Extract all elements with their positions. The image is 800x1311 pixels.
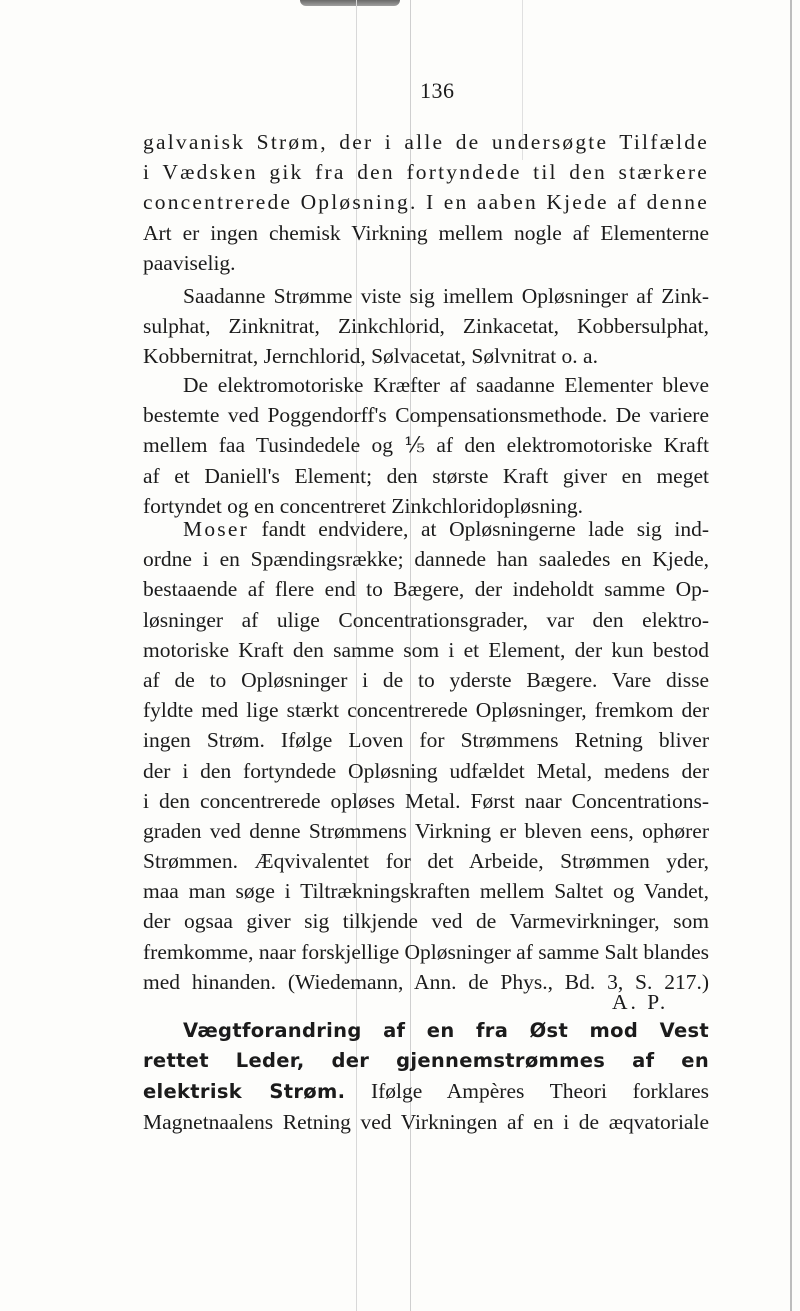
text-line: der ogsaa giver sig tilkjende ved de Varmevirkninger, som [143, 909, 709, 934]
text-line: sulphat, Zinknitrat, Zinkchlorid, Zinkacetat, Kobbersulphat, [143, 314, 709, 339]
author-signature: A. P. [612, 990, 669, 1014]
text-line: fortyndet og en concentreret Zinkchloridopløsning. [143, 493, 584, 518]
binding-mark [300, 0, 400, 6]
text-line: fremkomme, naar forskjellige Opløsninger af samme Salt blandes [143, 939, 710, 964]
text-line: med hinanden. (Wiedemann, Ann. de Phys., Bd. 3, S. 217.) [143, 969, 709, 994]
text-line: bestemte ved Poggendorff's Compensationsmethode. De variere [143, 403, 709, 428]
text-line [143, 1076, 709, 1106]
text-line: fyldte med lige stærkt concentrerede Opløsninger, fremkom der [143, 698, 709, 723]
text-line: i Vædsken gik fra den fortyndede til den stærkere [143, 160, 709, 185]
text-line: bestaaende af flere end to Bægere, der indeholdt samme Op- [143, 577, 709, 602]
text-line [143, 514, 709, 544]
text-line: Strømmen. Æqvivalentet for det Arbeide, Strømmen yder, [143, 849, 709, 874]
text-line: concentrerede Opløsning. I en aaben Kjede af denne [143, 190, 709, 215]
text-line: Saadanne Strømme viste sig imellem Opløsninger af Zink- [183, 284, 709, 308]
text-line: De elektromotoriske Kræfter af saadanne Elementer bleve [183, 373, 709, 397]
text-line-rest: fandt endvidere, at Opløsningerne lade sig ind- [261, 517, 709, 541]
text-line: løsninger af ulige Concentrationsgrader, var den elektro- [143, 607, 709, 632]
article-title-line: rettet Leder, der gjennemstrømmes af en [143, 1049, 709, 1073]
text-line: paaviselig. [143, 250, 236, 275]
author-name: Moser [183, 517, 249, 541]
text-line: mellem faa Tusindedele og ⅕ af den elektromotoriske Kraft [143, 433, 709, 458]
page-number: 136 [420, 78, 455, 103]
text-line: motoriske Kraft den samme som i et Element, der kun bestod [143, 637, 709, 662]
text-line: Magnetnaalens Retning ved Virkningen af en i de æqvatoriale [143, 1109, 709, 1134]
paragraph-1 [143, 127, 709, 278]
page-edge [790, 0, 792, 1311]
paragraph-3 [143, 370, 709, 521]
text-line: ingen Strøm. Ifølge Loven for Strømmens Retning bliver [143, 728, 709, 753]
article-title-line: elektrisk Strøm. [143, 1080, 346, 1104]
text-line: der i den fortyndede Opløsning udfældet Metal, medens der [143, 758, 709, 783]
text-line: galvanisk Strøm, der i alle de undersøgte Tilfælde [143, 130, 709, 154]
article-heading-block [143, 1016, 709, 1137]
text-line: Kobbernitrat, Jernchlorid, Sølvacetat, Sølvnitrat o. a. [143, 344, 598, 369]
text-line: Art er ingen chemisk Virkning mellem nogle af Elementerne [143, 220, 709, 245]
article-body-start: Ifølge Ampères Theori forklares [370, 1079, 709, 1104]
text-line: i den concentrerede opløses Metal. Først naar Concentrations- [143, 788, 709, 813]
text-line: af et Daniell's Element; den største Kraft giver en meget [143, 463, 709, 488]
text-line: graden ved denne Strømmens Virkning er bleven eens, ophører [143, 818, 709, 843]
text-line: ordne i en Spændingsrække; dannede han saaledes en Kjede, [143, 547, 709, 572]
text-line: af de to Opløsninger i de to yderste Bægere. Vare disse [143, 667, 709, 692]
article-title-line: Vægtforandring af en fra Øst mod Vest [183, 1019, 709, 1042]
paragraph-4 [143, 514, 709, 997]
text-line: maa man søge i Tiltrækningskraften mellem Saltet og Vandet, [143, 879, 709, 904]
paragraph-2 [143, 281, 709, 372]
